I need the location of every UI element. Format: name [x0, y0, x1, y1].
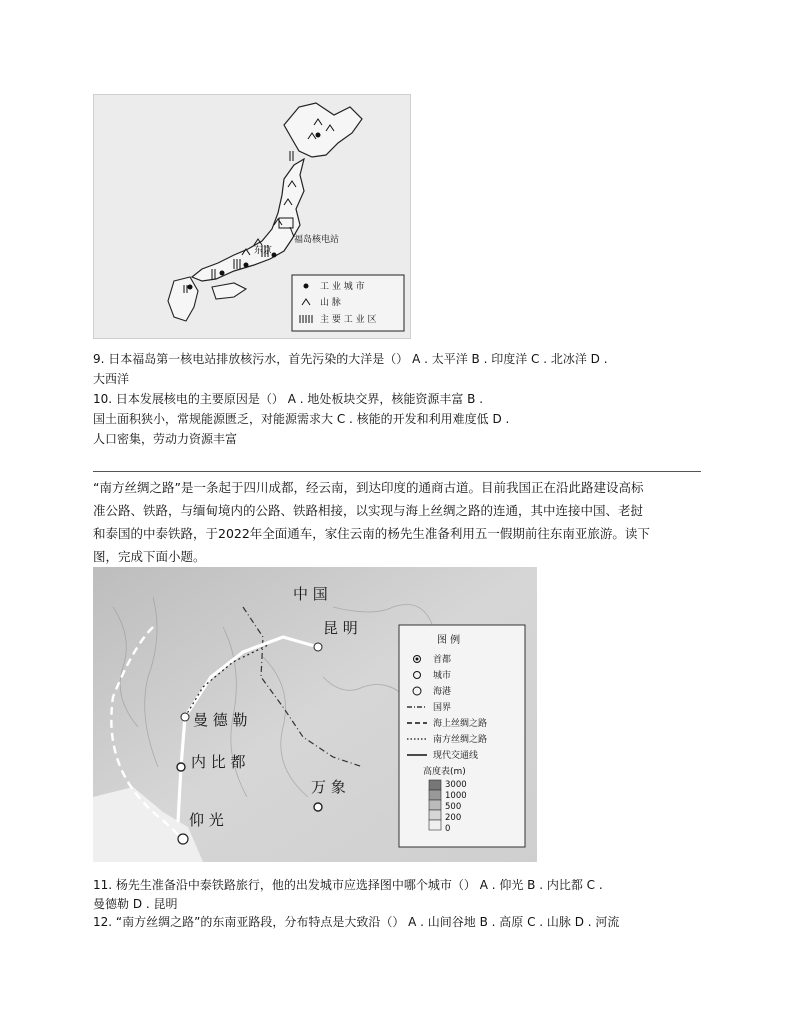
fukushima-label: 福岛核电站 [294, 235, 340, 245]
legend-capital: 首都 [433, 655, 452, 665]
elevation-title: 高度表(m) [423, 767, 466, 777]
legend-industrial-city: 工 业 城 市 [320, 282, 365, 292]
legend-port: 海港 [433, 687, 452, 697]
china-label: 中 国 [293, 585, 328, 603]
japan-map [94, 95, 410, 338]
passage-line: 和泰国的中泰铁路，于2022年全面通车，家住云南的杨先生准备利用五一假期前往东南亚旅游。读下 [93, 526, 650, 541]
passage [93, 476, 703, 568]
legend-title: 图 例 [437, 635, 461, 646]
elevation-swatch [429, 820, 441, 830]
elevation-label: 500 [445, 802, 462, 812]
passage-line: 图，完成下面小题。 [93, 549, 206, 564]
elevation-swatch [429, 790, 441, 800]
legend-southern: 南方丝绸之路 [433, 735, 488, 745]
legend-modern: 现代交通线 [433, 751, 479, 761]
question-9-line2: 大西洋 [93, 372, 130, 386]
elevation-label: 0 [445, 824, 451, 834]
southeast-asia-map [93, 567, 537, 862]
question-12-line1: 12. “南方丝绸之路”的东南亚路段，分布特点是大致沿（） A . 山间谷地 B . 高原 C . 山脉 D . 河流 [93, 915, 620, 929]
legend-industrial-zone: 主 要 工 业 区 [320, 315, 377, 325]
elevation-swatch [429, 780, 441, 790]
section-divider [93, 471, 701, 472]
question-9-line1: 9. 日本福岛第一核电站排放核污水，首先污染的大洋是（） A . 太平洋 B . 印度洋 C . 北冰洋 D . [93, 352, 608, 366]
question-10-line3: 人口密集，劳动力资源丰富 [93, 432, 238, 446]
legend-border: 国界 [433, 703, 452, 713]
question-11-line1: 11. 杨先生准备沿中泰铁路旅行，他的出发城市应选择图中哪个城市（） A . 仰光 B . 内比都 C . [93, 878, 603, 892]
elevation-swatch [429, 810, 441, 820]
kunming-label: 昆 明 [323, 619, 358, 637]
question-11-line2: 曼德勒 D . 昆明 [93, 897, 178, 911]
question-10-line2: 国土面积狭小，常规能源匮乏，对能源需求大 C . 核能的开发和利用难度低 D . [93, 412, 510, 426]
naypyidaw-label: 内 比 都 [191, 753, 246, 771]
vientiane-label: 万 象 [311, 778, 346, 796]
tokyo-label: 东京 [254, 246, 273, 256]
legend-mountains: 山 脉 [320, 298, 341, 308]
passage-line: 准公路、铁路，与缅甸境内的公路、铁路相接，以实现与海上丝绸之路的连通，其中连接中国、老挝 [93, 503, 644, 518]
legend-maritime: 海上丝绸之路 [433, 719, 488, 729]
passage-line: “南方丝绸之路”是一条起于四川成都，经云南，到达印度的通商古道。目前我国正在沿此路建设高标 [93, 480, 644, 495]
elevation-swatch [429, 800, 441, 810]
question-10-line1: 10. 日本发展核电的主要原因是（） A . 地处板块交界，核能资源丰富 B . [93, 392, 484, 406]
mandalay-label: 曼 德 勒 [193, 711, 248, 729]
elevation-label: 200 [445, 813, 462, 823]
southeast-asia-map-figure [93, 567, 537, 862]
elevation-label: 1000 [445, 791, 467, 801]
yangon-label: 仰 光 [189, 811, 224, 829]
city-icon [304, 284, 309, 289]
japan-map-figure [93, 94, 411, 339]
legend-city: 城市 [433, 671, 452, 681]
elevation-label: 3000 [445, 780, 467, 790]
